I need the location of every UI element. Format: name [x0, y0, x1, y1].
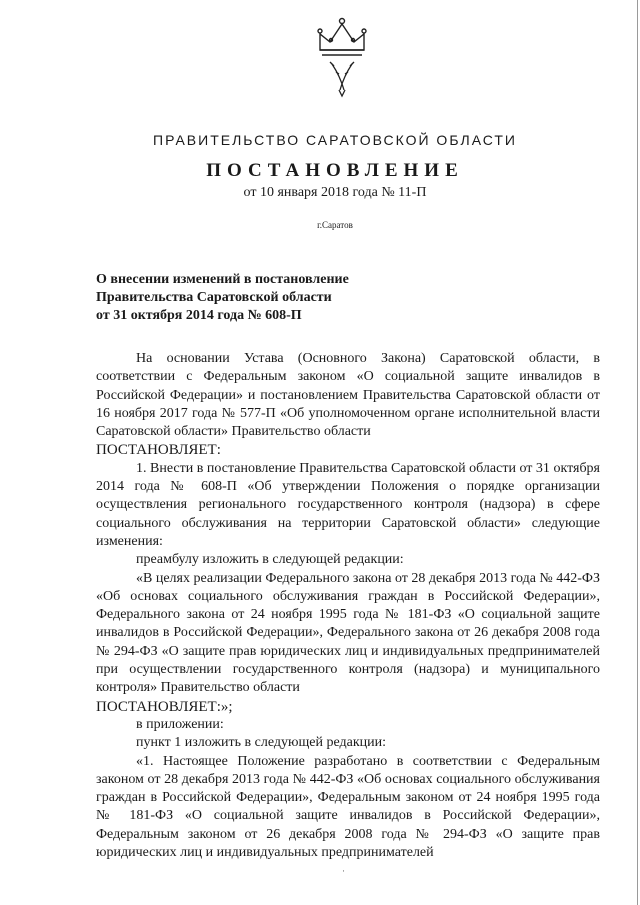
- document-date-number: от 10 января 2018 года № 11-П: [243, 185, 427, 200]
- body-paragraph: в приложении:: [136, 716, 224, 732]
- document-body: [96, 350, 600, 862]
- body-paragraph: «В целях реализации Федерального закона от 28 декабря 2013 года № 442-ФЗ «Об основах социального обслуживания граждан в Российской Федерации», Федерального закона от 24 ноября 1995 года № 181-ФЗ «О социальной защите инвалидов в Российской Федерации», Федерального закона от 26 декабря 2008 года № 294-ФЗ «О защите прав юридических лиц и индивидуальных предпринимателей при осуществлении государственного контроля (надзора) и муниципального контроля» Правительство области: [96, 570, 601, 696]
- subject-line: от 31 октября 2014 года № 608-П: [96, 308, 302, 323]
- government-name: ПРАВИТЕЛЬСТВО САРАТОВСКОЙ ОБЛАСТИ: [153, 132, 517, 148]
- body-paragraph: На основании Устава (Основного Закона) Саратовской области, в соответствии с Федеральным законом «О социальной защите инвалидов в Российской Федерации» и постановлением Правительства Саратовской области от 16 ноября 2017 года № 577-П «Об уполномоченном органе исполнительной власти Саратовской области» Правительство области: [96, 351, 600, 440]
- saratov-coat-of-arms-icon: [306, 10, 378, 106]
- scan-speck: ·: [342, 866, 345, 876]
- body-paragraph: 1. Внести в постановление Правительства Саратовской области от 31 октября 2014 года № 608-П «Об утверждении Положения о порядке организации осуществления регионального государственного контроля (надзора) в сфере социального обслуживания на территории Саратовской области» следующие изменения:: [96, 460, 600, 549]
- body-paragraph: преамбулу изложить в следующей редакции:: [136, 552, 404, 568]
- body-decree-word: ПОСТАНОВЛЯЕТ:»;: [96, 698, 233, 715]
- document-city: г.Саратов: [317, 220, 353, 230]
- document-subject: [96, 271, 349, 325]
- body-paragraph: «1. Настоящее Положение разработано в соответствии с Федеральным законом от 28 декабря 2013 года № 442-ФЗ «Об основах социального обслуживания граждан в Российской Федерации», Федеральным законом от 24 ноября 1995 года № 181-ФЗ «О социальной защите инвалидов в Российской Федерации», Федеральным законом от 26 декабря 2008 года № 294-ФЗ «О защите прав юридических лиц и индивидуальных предпринимателей: [96, 753, 600, 861]
- body-paragraph: пункт 1 изложить в следующей редакции:: [136, 735, 386, 751]
- subject-line: О внесении изменений в постановление: [96, 272, 349, 287]
- body-decree-word: ПОСТАНОВЛЯЕТ:: [96, 442, 221, 459]
- document-kind: ПОСТАНОВЛЕНИЕ: [206, 160, 464, 181]
- subject-line: Правительства Саратовской области: [96, 290, 332, 305]
